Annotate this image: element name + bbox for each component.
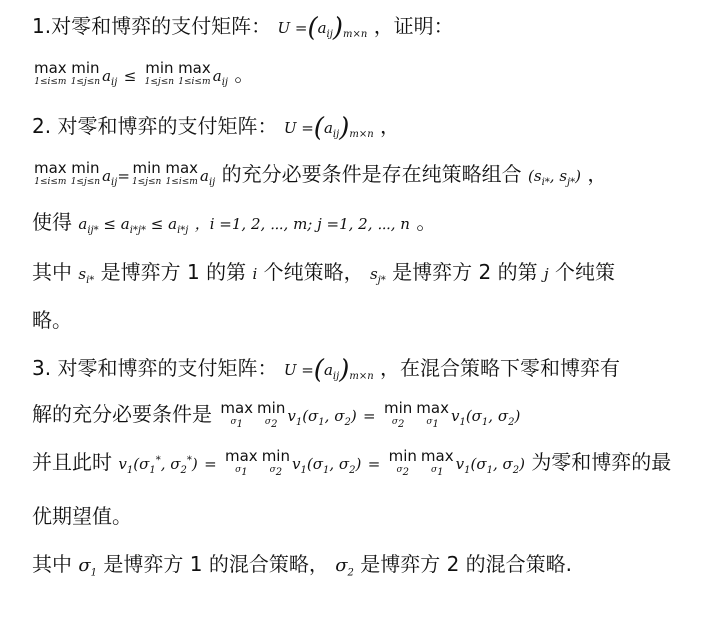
p1-max-op: max 1≤i≤m <box>34 59 67 87</box>
p1-end: 。 <box>234 62 255 86</box>
p1-comma: ，证明： <box>373 14 454 38</box>
p3-also: 并且此时 <box>32 450 112 474</box>
p2-line3 <box>32 208 436 238</box>
p3-line3: 并且此时 $v_1(\sigma_1^*$, $\sigma_2^*) = \max$ $\sigma_1$ min $\sigma_2$ $v_1(\sigma_1$, $\sigma_2) = \min$ $\sigma_2$ max $\sigma_1$ $v_1(\sigma_1$, $\sigma_2$) 为零和博弈的最 <box>32 447 672 478</box>
p2-matrix: $U =(a_{ij})_{m\times n}$ <box>283 113 374 143</box>
p3-tail: ，在混合策略下零和博弈有 <box>380 356 621 380</box>
p1-line2: max 1≤i≤m min 1≤j≤n $a_{ij} \le \min$ 1≤j≤n max 1≤i≤m $a_{ij}$ 。 <box>34 59 255 88</box>
p2-strategy-pair: ($s_{i*}$, $s_{j*}$) <box>528 167 581 188</box>
p2-where-a: 其中 <box>32 260 72 284</box>
p3-line1 <box>32 354 620 384</box>
p3-line5: 其中 $\sigma_1$ 是博弈方 1 的混合策略， $\sigma_2$ 是博弈方 2 的混合策略. <box>32 552 573 579</box>
p1-text: 1.对零和博弈的支付矩阵： <box>32 14 272 38</box>
p2-cond: 的充分必要条件是存在纯策略组合 <box>221 162 522 186</box>
p3-matrix: $U =(a_{ij})_{m\times n}$ <box>283 355 374 385</box>
p2-where-f: 略。 <box>32 308 72 332</box>
p3-line4 <box>32 502 132 530</box>
p1-max-op2: max 1≤i≤m <box>178 59 211 87</box>
p2-line5 <box>32 306 72 334</box>
p2-line4: 其中 $s_{i*}$ 是博弈方 1 的第 i 个纯策略， $s_{j*}$ 是博弈方 2 的第 j 个纯策 <box>32 260 615 286</box>
p3-cond: 解的充分必要条件是 <box>32 402 212 426</box>
p2-make: 使得 <box>32 210 72 234</box>
p3-where-c: 是博弈方 2 的混合策略. <box>360 552 573 576</box>
p2-line1 <box>32 112 400 142</box>
p2-where-e: 个纯策 <box>554 260 615 284</box>
p3-where-b: 是博弈方 1 的混合策略， <box>103 552 329 576</box>
p2-end: 。 <box>416 210 437 234</box>
p2-inequality: $a_{ij*} \le a_{i*j*} \le a_{i*j}$ <box>78 215 189 236</box>
p2-text: 2. 对零和博弈的支付矩阵： <box>32 114 278 138</box>
p3-where-a: 其中 <box>32 552 72 576</box>
p1-min-op: min 1≤j≤n <box>70 59 101 87</box>
p2-comma: ， <box>380 114 401 138</box>
p3-text: 3. 对零和博弈的支付矩阵： <box>32 356 278 380</box>
p2-comma2: ， <box>587 162 608 186</box>
p2-where-d: 是博弈方 2 的第 <box>392 260 538 284</box>
p2-line2: max 1≤i≤m min 1≤j≤n $a_{ij}= \min$ 1≤j≤n max 1≤i≤m $a_{ij}$ 的充分必要条件是存在纯策略组合 ($s_{i*}$, $s_{j*}$) ， <box>34 159 608 188</box>
p1-line1 <box>32 12 454 42</box>
p2-where-c: 个纯策略， <box>263 260 364 284</box>
p1-matrix: $U =(a_{ij})_{m\times n}$ <box>277 13 368 43</box>
p2-range: ，i =1, 2, ⋯, m; j =1, 2, ⋯, n <box>194 215 410 233</box>
p3-value: 为零和博弈的最 <box>531 450 672 474</box>
p3-line2: 解的充分必要条件是 max $\sigma_1$ min $\sigma_2$ $v_1(\sigma_1$, $\sigma_2) = \min$ $\sigma_2$ max $\sigma_1$ $v_1(\sigma_1$, $\sigma_2$) <box>32 399 521 430</box>
p3-value2: 优期望值。 <box>32 504 132 528</box>
p2-where-b: 是博弈方 1 的第 <box>100 260 247 284</box>
p1-min-op2: min 1≤j≤n <box>144 59 175 87</box>
